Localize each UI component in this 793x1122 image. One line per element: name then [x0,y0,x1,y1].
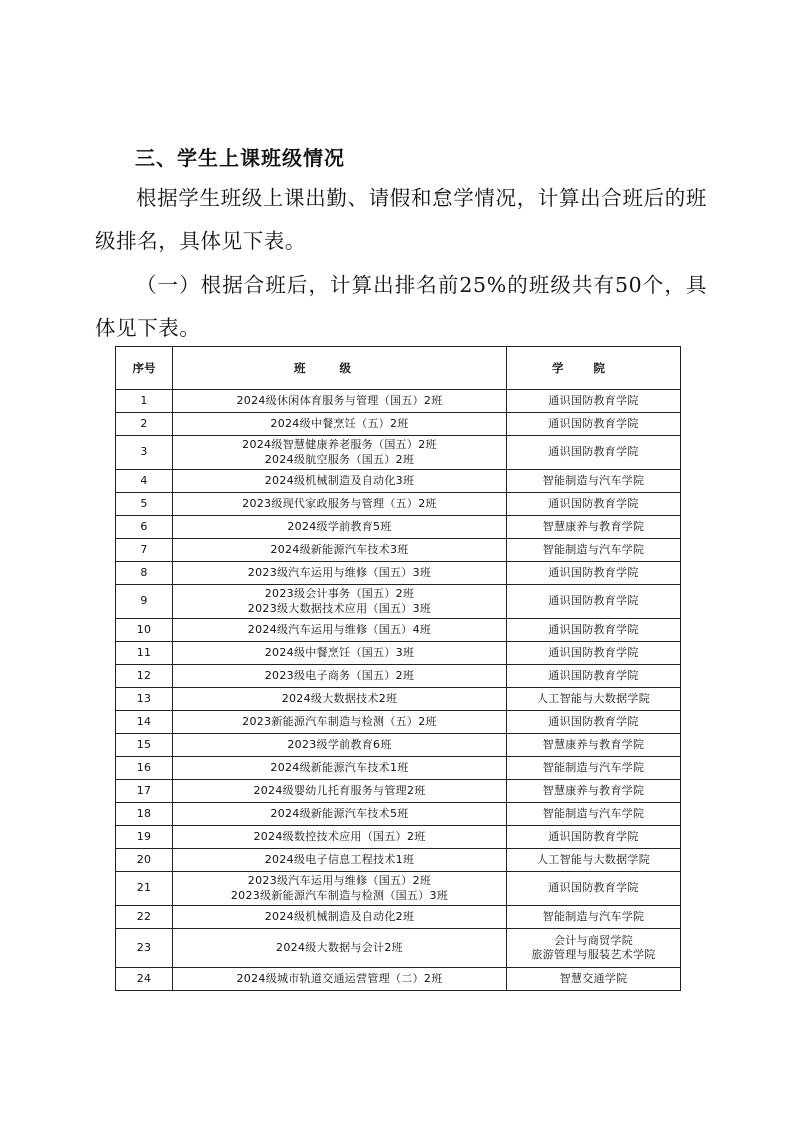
college-cell [507,757,681,780]
college-name: 人工智能与大数据学院 [537,691,650,705]
class-name: 2024级新能源汽车技术5班 [270,806,409,820]
college-name: 通识国防教育学院 [548,829,639,843]
college-name: 智能制造与汽车学院 [542,806,645,820]
class-cell [173,665,507,688]
row-number: 9 [116,585,173,619]
class-name: 2024级机械制造及自动化2班 [264,909,415,923]
class-cell [173,436,507,470]
college-cell [507,849,681,872]
college-cell [507,780,681,803]
table-row [116,906,681,929]
table-row [116,470,681,493]
college-name: 人工智能与大数据学院 [537,852,650,866]
row-number: 22 [116,906,173,929]
table-row [116,585,681,619]
college-name: 通识国防教育学院 [548,496,639,510]
row-number: 13 [116,688,173,711]
college-cell [507,516,681,539]
college-name: 通识国防教育学院 [548,445,639,459]
college-cell [507,390,681,413]
row-number: 1 [116,390,173,413]
class-cell [173,619,507,642]
row-number: 7 [116,539,173,562]
class-name: 2023级汽车运用与维修（国五）3班 [247,565,432,579]
header-college: 学院 [507,347,681,390]
class-name: 2024级城市轨道交通运营管理（二）2班 [236,971,443,985]
college-cell [507,906,681,929]
class-name: 2023级新能源汽车制造与检测（国五）3班 [230,888,449,902]
class-cell [173,906,507,929]
subsection-paragraph: （一）根据合班后，计算出排名前25%的班级共有50个，具体见下表。 [95,273,707,340]
row-number: 3 [116,436,173,470]
class-cell [173,413,507,436]
class-name: 2024级智慧健康养老服务（国五）2班 [242,438,437,451]
college-name: 智能制造与汽车学院 [542,473,645,487]
class-name: 2023级学前教育6班 [287,737,392,751]
row-number: 10 [116,619,173,642]
class-cell [173,734,507,757]
header-number: 序号 [116,347,173,390]
table-row [116,780,681,803]
table-row [116,757,681,780]
college-cell [507,436,681,470]
table-row [116,849,681,872]
college-name: 通识国防教育学院 [548,565,639,579]
table-row [116,872,681,906]
college-cell [507,493,681,516]
college-name: 通识国防教育学院 [548,594,639,608]
header-class: 班级 [173,347,507,390]
class-name: 2024级新能源汽车技术1班 [270,760,409,774]
row-number: 15 [116,734,173,757]
table-row [116,929,681,968]
class-cell [173,757,507,780]
college-cell [507,619,681,642]
table-row [116,734,681,757]
college-name: 智慧康养与教育学院 [542,519,645,533]
class-cell [173,493,507,516]
row-number: 5 [116,493,173,516]
class-name: 2024级中餐烹饪（国五）3班 [264,645,415,659]
row-number: 24 [116,968,173,991]
row-number: 12 [116,665,173,688]
table-row [116,642,681,665]
college-cell [507,803,681,826]
class-cell [173,803,507,826]
class-cell [173,968,507,991]
class-name: 2023级现代家政服务与管理（五）2班 [242,496,437,510]
row-number: 4 [116,470,173,493]
row-number: 20 [116,849,173,872]
row-number: 2 [116,413,173,436]
class-name: 2024级休闲体育服务与管理（国五）2班 [236,393,443,407]
class-cell [173,562,507,585]
row-number: 8 [116,562,173,585]
row-number: 11 [116,642,173,665]
class-cell [173,711,507,734]
class-name: 2023级会计事务（国五）2班 [264,587,415,600]
class-name: 2024级学前教育5班 [287,519,392,533]
table-row [116,539,681,562]
row-number: 18 [116,803,173,826]
intro-paragraph: 根据学生班级上课出勤、请假和怠学情况，计算出合班后的班级排名，具体见下表。 [95,186,707,253]
table-row [116,688,681,711]
class-name: 2024级数控技术应用（国五）2班 [253,829,426,843]
table-row [116,493,681,516]
college-cell [507,968,681,991]
table-row [116,413,681,436]
college-cell [507,929,681,968]
section-heading: 三、学生上课班级情况 [135,146,345,170]
college-name: 智慧康养与教育学院 [542,783,645,797]
table-row [116,968,681,991]
college-name: 通识国防教育学院 [548,881,639,895]
row-number: 17 [116,780,173,803]
college-name: 通识国防教育学院 [548,393,639,407]
college-cell [507,562,681,585]
college-name: 旅游管理与服装艺术学院 [531,948,656,961]
class-name: 2023级大数据技术应用（国五）3班 [247,601,432,615]
college-cell [507,413,681,436]
class-cell [173,929,507,968]
class-cell [173,642,507,665]
table-row [116,390,681,413]
college-name: 智能制造与汽车学院 [542,760,645,774]
row-number: 23 [116,929,173,968]
college-name: 通识国防教育学院 [548,668,639,682]
class-name: 2023级汽车运用与维修（国五）2班 [247,874,432,887]
table-row [116,436,681,470]
college-cell [507,585,681,619]
table-row [116,711,681,734]
college-name: 智能制造与汽车学院 [542,542,645,556]
table-row [116,562,681,585]
row-number: 21 [116,872,173,906]
table-row [116,619,681,642]
class-ranking-table [115,346,681,991]
class-name: 2024级航空服务（国五）2班 [264,452,415,466]
class-cell [173,826,507,849]
college-cell [507,665,681,688]
class-cell [173,585,507,619]
college-name: 通识国防教育学院 [548,622,639,636]
college-cell [507,642,681,665]
table-body [116,390,681,991]
college-cell [507,539,681,562]
class-name: 2024级汽车运用与维修（国五）4班 [247,622,432,636]
row-number: 19 [116,826,173,849]
college-name: 通识国防教育学院 [548,645,639,659]
table-header-row [116,347,681,390]
college-name: 智慧康养与教育学院 [542,737,645,751]
table-row [116,803,681,826]
college-cell [507,711,681,734]
class-name: 2023新能源汽车制造与检测（五）2班 [242,714,437,728]
class-name: 2023级电子商务（国五）2班 [264,668,415,682]
class-cell [173,849,507,872]
class-cell [173,872,507,906]
table-row [116,516,681,539]
table-row [116,826,681,849]
class-cell [173,390,507,413]
college-name: 通识国防教育学院 [548,416,639,430]
college-name: 智能制造与汽车学院 [542,909,645,923]
class-name: 2024级中餐烹饪（五）2班 [270,416,409,430]
table-row [116,665,681,688]
class-name: 2024级新能源汽车技术3班 [270,542,409,556]
class-cell [173,688,507,711]
row-number: 14 [116,711,173,734]
class-name: 2024级大数据与会计2班 [276,940,403,954]
college-cell [507,734,681,757]
class-name: 2024级大数据技术2班 [281,691,398,705]
class-cell [173,780,507,803]
row-number: 6 [116,516,173,539]
college-cell [507,688,681,711]
college-cell [507,872,681,906]
college-cell [507,826,681,849]
college-name: 智慧交通学院 [559,971,628,985]
college-cell [507,470,681,493]
class-name: 2024级机械制造及自动化3班 [264,473,415,487]
class-name: 2024级婴幼儿托育服务与管理2班 [253,783,426,797]
class-cell [173,470,507,493]
class-cell [173,539,507,562]
class-name: 2024级电子信息工程技术1班 [264,852,415,866]
college-name: 会计与商贸学院 [553,933,634,947]
class-cell [173,516,507,539]
college-name: 通识国防教育学院 [548,714,639,728]
row-number: 16 [116,757,173,780]
